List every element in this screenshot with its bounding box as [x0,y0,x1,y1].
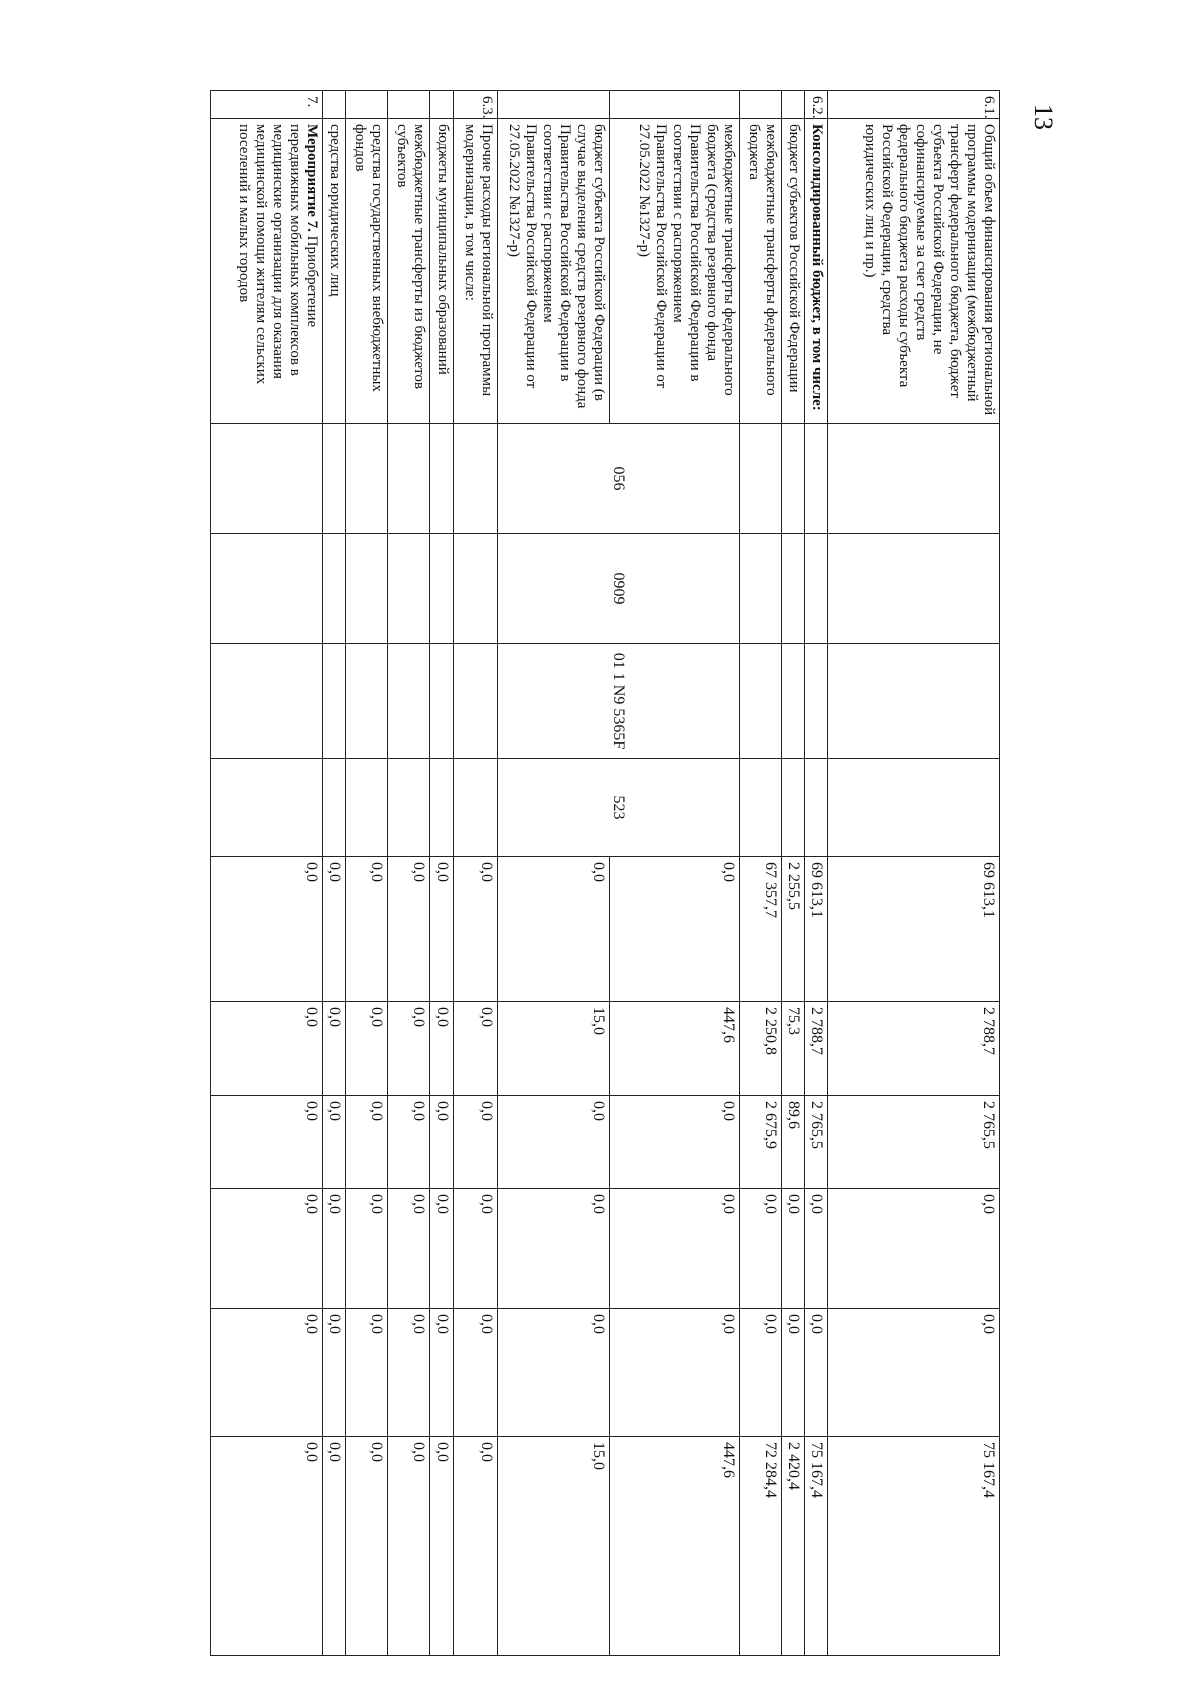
row-name: бюджет субъекта Российской Федерации (в случае выделения средств резервного фонда Правительства Российской Федерации в соответствии с распоряжением Правительства Российской Федерации от 27.05.2022 №1327-р) [498,119,610,424]
year2-cell: 0,0 [388,1096,430,1189]
row-name: межбюджетные трансферты из бюджетов субъектов [388,119,430,424]
year1-cell: 0,0 [454,1002,498,1096]
csr-cell [211,644,323,759]
year2-cell: 0,0 [454,1096,498,1189]
row-name: средства государственных внебюджетных фондов [346,119,388,424]
vr-cell [346,759,388,857]
csr-cell [740,644,782,759]
rz-cell [388,534,430,644]
rz-cell [454,534,498,644]
year1-cell: 0,0 [323,1002,346,1096]
total-cell: 0,0 [211,857,323,1002]
grand-total-cell: 0,0 [454,1437,498,1656]
total-cell: 0,0 [430,857,454,1002]
csr-cell [828,644,1000,759]
year2-cell: 2 675,9 [740,1096,782,1189]
grand-total-cell: 0,0 [346,1437,388,1656]
table-row [388,91,430,1656]
table-row [740,91,782,1656]
grand-total-cell: 75 167,4 [828,1437,1000,1656]
total-cell: 0,0 [498,857,610,1002]
grbs-cell [828,424,1000,534]
year1-cell: 0,0 [388,1002,430,1096]
grand-total-cell: 447,6 [610,1437,740,1656]
csr-cell: 01 1 N9 5365F [498,644,740,759]
grand-total-cell: 72 284,4 [740,1437,782,1656]
total-cell: 69 613,1 [805,857,828,1002]
grbs-cell [211,424,323,534]
year2-cell: 0,0 [610,1096,740,1189]
rz-cell [430,534,454,644]
row-number [388,91,430,119]
year4-cell: 0,0 [740,1309,782,1437]
grand-total-cell: 75 167,4 [805,1437,828,1656]
grand-total-cell: 0,0 [323,1437,346,1656]
year1-cell: 15,0 [498,1002,610,1096]
row-number [740,91,782,119]
table-row [211,91,323,1656]
vr-cell [211,759,323,857]
vr-cell: 523 [498,759,740,857]
vr-cell [430,759,454,857]
year3-cell: 0,0 [828,1189,1000,1309]
total-cell: 0,0 [610,857,740,1002]
grbs-cell [388,424,430,534]
row-name: бюджет субъектов Российской Федерации [782,119,805,424]
total-cell: 0,0 [454,857,498,1002]
year1-cell: 0,0 [346,1002,388,1096]
row-name: Общий объем финансирования региональной программы модернизации (межбюджетный трансферт федерального бюджета, бюджет субъекта Российской Федерации, не софинансируемые за счет средств федерального бюджета расходы субъекта Российской Федерации, средства юридических лиц и пр.) [828,119,1000,424]
year4-cell: 0,0 [346,1309,388,1437]
row-number [323,91,346,119]
rz-cell [805,534,828,644]
total-cell: 0,0 [388,857,430,1002]
year3-cell: 0,0 [740,1189,782,1309]
csr-cell [805,644,828,759]
measure-description: Приобретение передвижных мобильных комплексов в медицинские организации для оказания медицинской помощи жителям сельских поселений и малых городов [236,124,320,385]
year1-cell: 447,6 [610,1002,740,1096]
total-cell: 2 255,5 [782,857,805,1002]
year2-cell: 0,0 [498,1096,610,1189]
grbs-cell: 056 [498,424,740,534]
grbs-cell [454,424,498,534]
year4-cell: 0,0 [782,1309,805,1437]
year3-cell: 0,0 [211,1189,323,1309]
row-number: 7. [211,91,323,119]
csr-cell [782,644,805,759]
grbs-cell [782,424,805,534]
total-cell: 69 613,1 [828,857,1000,1002]
year2-cell: 0,0 [211,1096,323,1189]
year2-cell: 2 765,5 [805,1096,828,1189]
year3-cell: 0,0 [430,1189,454,1309]
row-number [610,91,740,119]
csr-cell [388,644,430,759]
row-number [346,91,388,119]
grbs-cell [323,424,346,534]
table-row [430,91,454,1656]
year3-cell: 0,0 [454,1189,498,1309]
table-row [323,91,346,1656]
year2-cell: 2 765,5 [828,1096,1000,1189]
year4-cell: 0,0 [498,1309,610,1437]
year4-cell: 0,0 [828,1309,1000,1437]
vr-cell [740,759,782,857]
grand-total-cell: 15,0 [498,1437,610,1656]
rz-cell [782,534,805,644]
csr-cell [346,644,388,759]
year3-cell: 0,0 [805,1189,828,1309]
row-name: средства юридических лиц [323,119,346,424]
year1-cell: 2 250,8 [740,1002,782,1096]
table-row [454,91,498,1656]
grbs-cell [346,424,388,534]
year4-cell: 0,0 [610,1309,740,1437]
row-number [782,91,805,119]
vr-cell [388,759,430,857]
vr-cell [323,759,346,857]
vr-cell [805,759,828,857]
row-name: Консолидированный бюджет, в том числе: [805,119,828,424]
year3-cell: 0,0 [346,1189,388,1309]
row-name: межбюджетные трансферты федерального бюджета [740,119,782,424]
vr-cell [828,759,1000,857]
year2-cell: 0,0 [323,1096,346,1189]
year4-cell: 0,0 [805,1309,828,1437]
csr-cell [430,644,454,759]
row-number [430,91,454,119]
total-cell: 0,0 [346,857,388,1002]
row-name: бюджеты муниципальных образований [430,119,454,424]
year1-cell: 2 788,7 [805,1002,828,1096]
row-number: 6.1. [828,91,1000,119]
year4-cell: 0,0 [323,1309,346,1437]
rz-cell [828,534,1000,644]
rz-cell [323,534,346,644]
rz-cell: 0909 [498,534,740,644]
grbs-cell [430,424,454,534]
row-name [211,119,323,424]
page-number: 13 [1029,104,1058,130]
table-row [828,91,1000,1656]
table-row [782,91,805,1656]
row-number: 6.2. [805,91,828,119]
year3-cell: 0,0 [323,1189,346,1309]
year3-cell: 0,0 [498,1189,610,1309]
year1-cell: 75,3 [782,1002,805,1096]
grand-total-cell: 0,0 [211,1437,323,1656]
table-row [805,91,828,1656]
table-row [346,91,388,1656]
year1-cell: 2 788,7 [828,1002,1000,1096]
csr-cell [323,644,346,759]
row-name: межбюджетные трансферты федерального бюджета (средства резервного фонда Правительства Российской Федерации в соответствии с распоряжением Правительства Российской Федерации от 27.05.2022 №1327-р) [610,119,740,424]
year3-cell: 0,0 [610,1189,740,1309]
rotated-table-wrapper [210,90,1000,1655]
year2-cell: 0,0 [346,1096,388,1189]
year4-cell: 0,0 [211,1309,323,1437]
year4-cell: 0,0 [454,1309,498,1437]
total-cell: 67 357,7 [740,857,782,1002]
year4-cell: 0,0 [388,1309,430,1437]
row-number [498,91,610,119]
grand-total-cell: 0,0 [430,1437,454,1656]
measure-title: Мероприятие 7. [304,124,320,232]
financing-table [210,90,1000,1656]
grbs-cell [805,424,828,534]
row-number: 6.3. [454,91,498,119]
csr-cell [454,644,498,759]
year1-cell: 0,0 [430,1002,454,1096]
year3-cell: 0,0 [782,1189,805,1309]
rz-cell [211,534,323,644]
table-row [610,91,740,1656]
year2-cell: 0,0 [430,1096,454,1189]
grand-total-cell: 0,0 [388,1437,430,1656]
total-cell: 0,0 [323,857,346,1002]
table-row [498,91,610,1656]
year3-cell: 0,0 [388,1189,430,1309]
year2-cell: 89,6 [782,1096,805,1189]
year4-cell: 0,0 [430,1309,454,1437]
rz-cell [740,534,782,644]
grand-total-cell: 2 420,4 [782,1437,805,1656]
vr-cell [454,759,498,857]
row-name: Прочие расходы региональной программы модернизации, в том числе: [454,119,498,424]
year1-cell: 0,0 [211,1002,323,1096]
vr-cell [782,759,805,857]
grbs-cell [740,424,782,534]
rz-cell [346,534,388,644]
